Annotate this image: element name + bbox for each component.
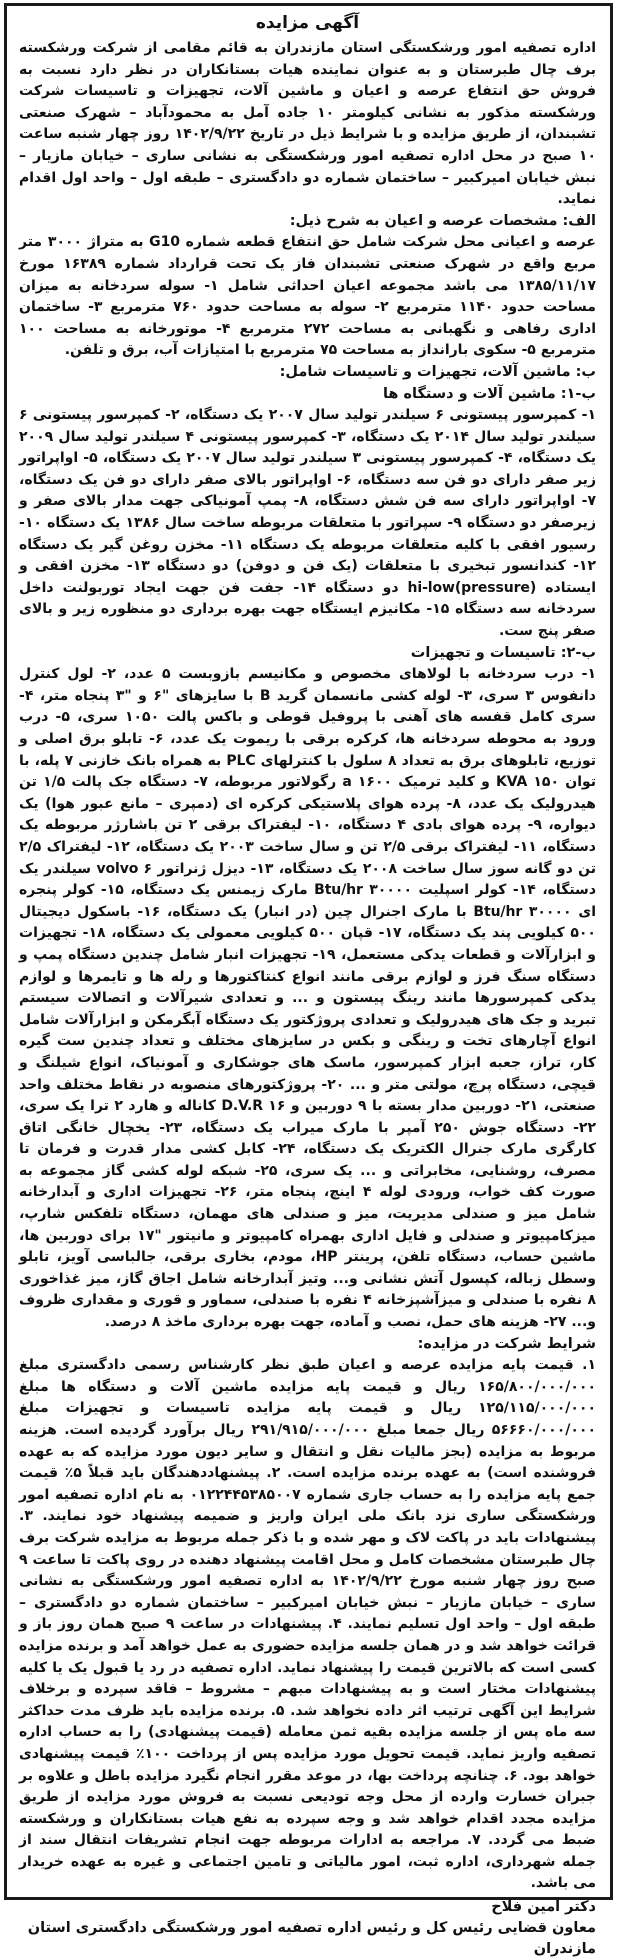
section-b1-heading: ب-۱: ماشین آلات و دستگاه ها [382,385,596,402]
notice-title: آگهی مزایده [255,13,360,33]
intro-paragraph: اداره تصفیه امور ورشکستگی استان مازندران به قائم مقامی از شرکت ورشکسته برف چال طبرستان و به عنوان نماینده هیات بستانکاران در نظر دارد نسبت به فروش حق انتفاع عرصه و اعیان و ماشین آلات، تجهیزات و تاسیسات شرکت ورشکسته مذکور به نشانی کیلومتر ۱۰ جاده آمل به محمودآباد – شهرک صنعتی تشبندان، از طریق مزایده و با شرایط ذیل در تاریخ ۱۴۰۲/۹/۲۲ روز چهار شنبه ساعت ۱۰ صبح در محل اداره تصفیه امور ورشکستگی به نشانی ساری – خیابان مازیار – نبش خیابان امیرکبیر – ساختمان شماره دو دادگستری – طبقه اول – واحد اول اقدام نماید. [19,40,596,208]
section-a [19,211,596,362]
conditions-heading: شرایط شرکت در مزایده: [417,1335,596,1352]
signatory-position: معاون قضایی رئیس کل و رئیس اداره تصفیه امور ورشکستگی دادگستری استان مازندران [27,1920,596,1958]
section-a-body: عرصه و اعیانی محل شرکت شامل حق انتفاع قطعه شماره G10 به متراژ ۳۰۰۰ متر مربع واقع در شهرک صنعتی تشبندان فاز یک تحت قرارداد شماره ۱۶۳۸۹ مورخ ۱۳۸۵/۱۱/۱۷ می باشد مجموعه اعیان احداثی شامل ۱- سوله سردخانه به میزان مساحت حدود ۱۱۴۰ مترمربع ۲- سوله به مساحت حدود ۷۶۰ مترمربع ۳- ساختمان اداری رفاهی و نگهبانی به مساحت ۲۷۲ مترمربع ۴- موتورخانه به مساحت ۱۰۰ مترمربع ۵- سکوی بارانداز به مساحت ۷۵ مترمربع با امتیازات آب، برق و تلفن. [19,234,596,359]
signature-block [19,1897,596,1960]
section-b-heading: ب: ماشین آلات، تجهیزات و تاسیسات شامل: [279,363,596,380]
conditions-section [19,1334,596,1895]
section-b1-body: ۱- کمپرسور پیستونی ۶ سیلندر تولید سال ۲۰۰۷ یک دستگاه، ۲- کمپرسور پیستونی ۶ سیلندر تولید سال ۲۰۱۴ یک دستگاه، ۳- کمپرسور پیستونی ۴ سیلندر تولید سال ۲۰۰۹ یک دستگاه، ۴- کمپرسور پیستونی ۳ سیلندر تولید سال ۲۰۰۷ یک دستگاه، ۵- اواپراتور زیر صفر دارای دو فن سه دستگاه، ۶- اواپراتور بالای صفر دارای دو فن یک دستگاه، ۷- اواپراتور دارای سه فن شش دستگاه، ۸- پمپ آمونیاکی جهت مدار بالای صفر و زیرصفر دو دستگاه ۹- سپراتور با متعلقات مربوطه ساخت سال ۱۳۸۶ یک دستگاه ۱۰- رسیور افقی با کلیه متعلقات مربوطه یک دستگاه ۱۱- مخزن روغن گیر یک دستگاه ۱۲- کندانسور تبخیری با متعلقات (یک فن و دوفن) دو دستگاه ۱۳- مخزن افقی و ایستاده (hi-low(pressure دو دستگاه ۱۴- جفت فن جهت ایجاد توربولنت داخل سردخانه سه دستگاه ۱۵- مکانیزم ایستگاه جهت بهره برداری دو منظوره زیر و بالای صفر پنج ست. [19,407,596,640]
signatory-name: دکتر امین فلاح [491,1899,596,1916]
section-b2-heading: ب-۲: تاسیسات و تجهیزات [410,644,596,661]
section-a-heading: الف: مشخصات عرصه و اعیان به شرح ذیل: [289,212,596,229]
auction-notice [4,3,613,1958]
section-b [19,362,596,1334]
conditions-body: ۱. قیمت پایه مزایده عرصه و اعیان طبق نظر کارشناس رسمی دادگستری مبلغ ۱۶۵/۸۰۰/۰۰۰/۰۰۰ ریال و قیمت پایه مزایده ماشین آلات و دستگاه ها مبلغ ۱۲۵/۱۱۵/۰۰۰/۰۰۰ ریال و قیمت پایه مزایده تاسیسات و تجهیزات مبلغ ۵۶۶۶۰/۰۰۰/۰۰۰ ریال جمعا مبلغ ۲۹۱/۹۱۵/۰۰۰/۰۰۰ ریال برآورد گردیده است. هزینه مربوط به مزایده (بجز مالیات نقل و انتقال و سایر دیون مورد مزایده که به عهده فروشنده است) به عهده برنده مزایده است. ۲. پیشنهاددهندگان باید قبلاً ۵٪ قیمت جمع پایه مزایده را به حساب جاری شماره ۰۱۲۲۴۴۵۳۸۵۰۰۷ به نام اداره تصفیه امور ورشکستگی ساری نزد بانک ملی ایران واریز و ضمیمه پیشنهاد خود نمایند. ۳. پیشنهادات باید در پاکت لاک و مهر شده و با ذکر جمله مربوط به مزایده شرکت برف چال طبرستان مشخصات کامل و محل اقامت پیشنهاد دهنده در روی پاکت تا ساعت ۹ صبح روز چهار شنبه مورخ ۱۴۰۲/۹/۲۲ به اداره تصفیه امور ورشکستگی به نشانی ساری – خیابان مازیار – نبش خیابان امیرکبیر – ساختمان شماره دو دادگستری – طبقه اول – واحد اول تسلیم نمایند. ۴. پیشنهادات در ساعت ۹ صبح همان روز باز و قرائت خواهد شد و در همان جلسه مزایده حضوری به عمل خواهد آمد و برنده مزایده کسی است که بالاترین قیمت را پیشنهاد نماید. اداره تصفیه در رد یا قبول یک یا کلیه پیشنهادات مختار است و به پیشنهادات مبهم – مشروط – فاقد سپرده و برخلاف شرایط این آگهی ترتیب اثر داده نخواهد شد. ۵. برنده مزایده باید ظرف مدت حداکثر سه ماه پس از جلسه مزایده بقیه ثمن معامله (قیمت پیشنهادی) را به حساب اداره تصفیه واریز نماید. قیمت تحویل مورد مزایده پس از پرداخت ۱۰۰٪ قیمت پیشنهادی خواهد بود. ۶. چنانچه پرداخت بها، در موعد مقرر انجام نگیرد مزایده باطل و علاوه بر جبران خسارت وارده از محل وجه تودیعی نسبت به فروش مورد مزایده از طریق مزایده مجدد اقدام خواهد شد و وجه سپرده به نفع هیات بستانکاران و ورشکسته ضبط می گردد. ۷. مراجعه به ادارات مربوطه جهت انجام تشریفات انتقال سند از جمله شهرداری، اداره ثبت، امور مالیاتی و تامین اجتماعی و غیره به عهده خریدار می باشد. [19,1357,597,1892]
section-b2-body: ۱- درب سردخانه با لولاهای مخصوص و مکانیسم بازوبست ۵ عدد، ۲- لول کنترل دانفوس ۳ سری، ۳- لوله کشی مانسمان گرید B با سایزهای "۶ و "۳ پنجاه متر، ۴- سری کامل قفسه های آهنی با پروفیل قوطی و باکس پالت ۱۰۵۰ سری، ۵- درب ورود به محوطه سردخانه ها، کرکره برقی با ریموت یک عدد، ۶- تابلو برق اصلی و توزیع، تابلوهای برق به تعداد ۸ سلول با کنترلهای PLC به همراه بانک خازنی ۷ پله، با توان KVA ۱۵۰ و کلید ترمیک a ۱۶۰۰ رگولاتور مربوطه، ۷- دستگاه جک پالت ۱/۵ تن هیدرولیک یک عدد، ۸- پرده هوای پلاستیکی کرکره ای (دمپری – مانع عبور هوا) یک دیواره، ۹- پرده هوای بادی ۴ دستگاه، ۱۰- لیفتراک برقی ۲ تن باشارژر مربوطه یک دستگاه، ۱۱- لیفتراک برقی ۲/۵ تن و سال ساخت ۲۰۰۳ یک دستگاه، ۱۲- لیفتراک ۲/۵ تن دو گانه سوز سال ساخت ۲۰۰۸ یک دستگاه، ۱۳- دیزل ژنراتور volvo ۶ سیلندر یک دستگاه، ۱۴- کولر اسپلیت Btu/hr ۳۰۰۰۰ مارک زیمنس یک دستگاه، ۱۵- کولر پنجره ای Btu/hr ۳۰۰۰۰ با مارک اجنرال چین (در انبار) یک دستگاه، ۱۶- باسکول دیجیتال ۵۰۰ کیلویی پند یک دستگاه، ۱۷- قپان ۵۰۰ کیلویی معمولی یک دستگاه، ۱۸- تجهیزات و ابزارآلات و قطعات یدکی مستعمل، ۱۹- تجهیزات انبار شامل چندین دستگاه پمپ و دستگاه سنگ فرز و لوازم برقی مانند انواع کنتاکتورها و رله ها و تایمرها و لوازم یدکی کمپرسورها مانند رینگ پیستون و ... و تعدادی شیرآلات و اتصالات سیستم تبرید و جک های هیدرولیک و تعدادی پروژکتور یک دستگاه آبگرمکن و ابزارآلات شامل انواع آچارهای تخت و رینگی و بکس در سایزهای مختلف و تعداد چندین ست گیره کار، تراز، جعبه ابزار کمپرسور، ماسک های جوشکاری و آمونیاک، انواع شیلنگ و قیچی، دستگاه پرچ، مولتی متر و ... ۲۰- پروژکتورهای منصوبه در نقاط مختلف واحد صنعتی، ۲۱- دوربین مدار بسته با ۹ دوربین و D.V.R ۱۶ کاناله و هارد ۲ ترا یک سری، ۲۲- دستگاه جوش ۲۵۰ آمپر با مارک میراب یک دستگاه، ۲۳- یخچال خانگی اتاق کارگری مارک جنرال الکتریک یک دستگاه، ۲۴- کابل کشی مدار قدرت و فرمان تا مصرف، روشنایی، مخابراتی و ... یک سری، ۲۵- شبکه لوله کشی گاز مجموعه به صورت کف خواب، ورودی لوله ۴ اینچ، پنجاه متر، ۲۶- تجهیزات اداری و آبدارخانه شامل میز و صندلی مدیریت، میز و صندلی های مهمان، دستگاه تلفکس شارپ، میزکامپیوتر و صندلی و فایل اداری بهمراه کامپیوتر و مانیتور "۱۷ برای دوربین ها، ماشین حساب، دستگاه تلفن، پرینتر HP، مودم، بخاری برقی، جالباسی آویز، تابلو وسطل زباله، کپسول آتش نشانی و... وتیز آبدارخانه شامل اجاق گاز، میز غذاخوری ۸ نفره با صندلی و میزآشپزخانه ۴ نفره با صندلی، سماور و قوری و مقداری ظروف و... ۲۷- هزینه های حمل، نصب و آماده، جهت بهره برداری ماخذ ۸ درصد. [19,666,597,1331]
